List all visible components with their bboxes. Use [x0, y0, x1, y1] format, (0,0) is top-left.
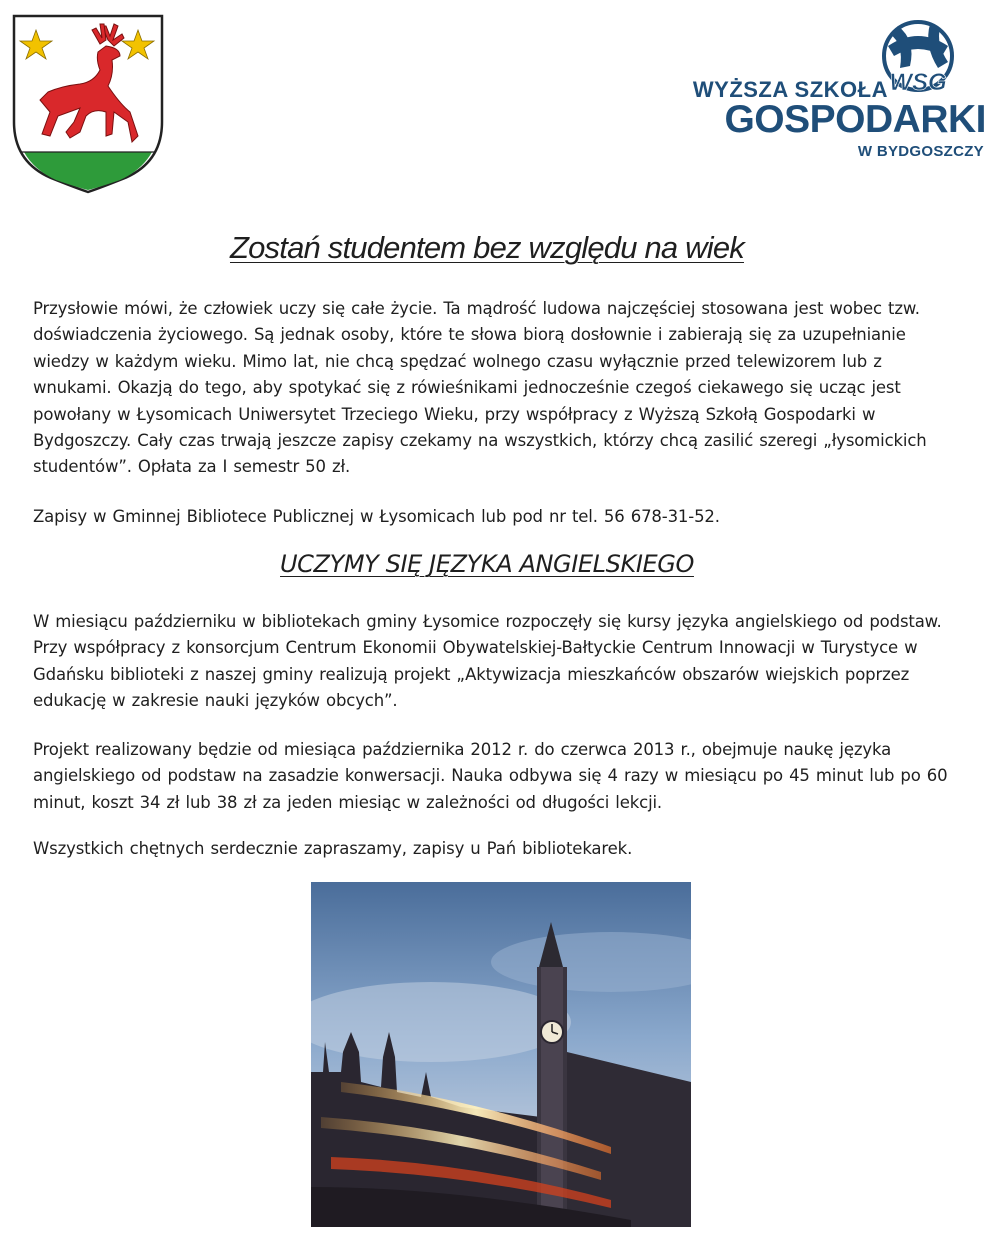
- section2-paragraph-1: W miesiącu październiku w bibliotekach gminy Łysomice rozpoczęły się kursy języka angielskiego od podstaw. Przy współpracy z konsorcjum Centrum Ekonomii Obywatelskiej-Bałtyckie Centrum Innowacji w Turystyce w Gdańsku biblioteki z naszej gminy realizują projekt „Aktywizacja mieszkańców obszarów wiejskich poprzez edukację w zakresie nauki języków obcych”.: [33, 612, 942, 711]
- section1-paragraph-1: Przysłowie mówi, że człowiek uczy się całe życie. Ta mądrość ludowa najczęściej stosowana jest wobec tzw. doświadczenia życiowego. Są jednak osoby, które te słowa biorą dosłownie i zabierają się za uzupełnianie wiedzy w każdym wieku. Mimo lat, nie chcą spędzać wolnego czasu wyłącznie przed telewizorem lub z wnukami. Okazją do tego, aby spotykać się z rówieśnikami jednocześnie czegoś ciekawego się ucząc jest powołany w Łysomicach Uniwersytet Trzeciego Wieku, przy współpracy z Wyższą Szkołą Gospodarki w Bydgoszczy. Cały czas trwają jeszcze zapisy czekamy na wszystkich, którzy chcą zasilić szeregi „łysomickich studentów”. Opłata za I semestr 50 zł.: [33, 299, 927, 477]
- section2-paragraph-2: Projekt realizowany będzie od miesiąca października 2012 r. do czerwca 2013 r., obejmuje naukę języka angielskiego od podstaw na zasadzie konwersacji. Nauka odbywa się 4 razy w miesiącu po 45 minut lub po 60 minut, koszt 34 zł lub 38 zł za jeden miesiąc w zależności od długości lekcji.: [33, 740, 948, 812]
- logo-line-3: W BYDGOSZCZY: [857, 143, 984, 160]
- university-logo: [664, 14, 990, 160]
- section1-title: Zostań studentem bez względu na wiek: [229, 230, 744, 265]
- logo-line-2: GOSPODARKI: [724, 98, 986, 141]
- section2-paragraph-3: Wszystkich chętnych serdecznie zapraszamy, zapisy u Pań bibliotekarek.: [33, 839, 633, 858]
- section1-paragraph-2: Zapisy w Gminnej Bibliotece Publicznej w Łysomicach lub pod nr tel. 56 678-31-52.: [33, 507, 720, 526]
- big-ben-photo: [311, 882, 691, 1227]
- wsg-globe-icon: [880, 16, 956, 102]
- coat-of-arms-icon: [10, 12, 166, 194]
- section2-title: UCZYMY SIĘ JĘZYKA ANGIELSKIEGO: [280, 550, 694, 578]
- logo-mark-text: WSG: [889, 69, 947, 96]
- logo-line-1: WYŻSZA SZKOŁA: [692, 77, 888, 102]
